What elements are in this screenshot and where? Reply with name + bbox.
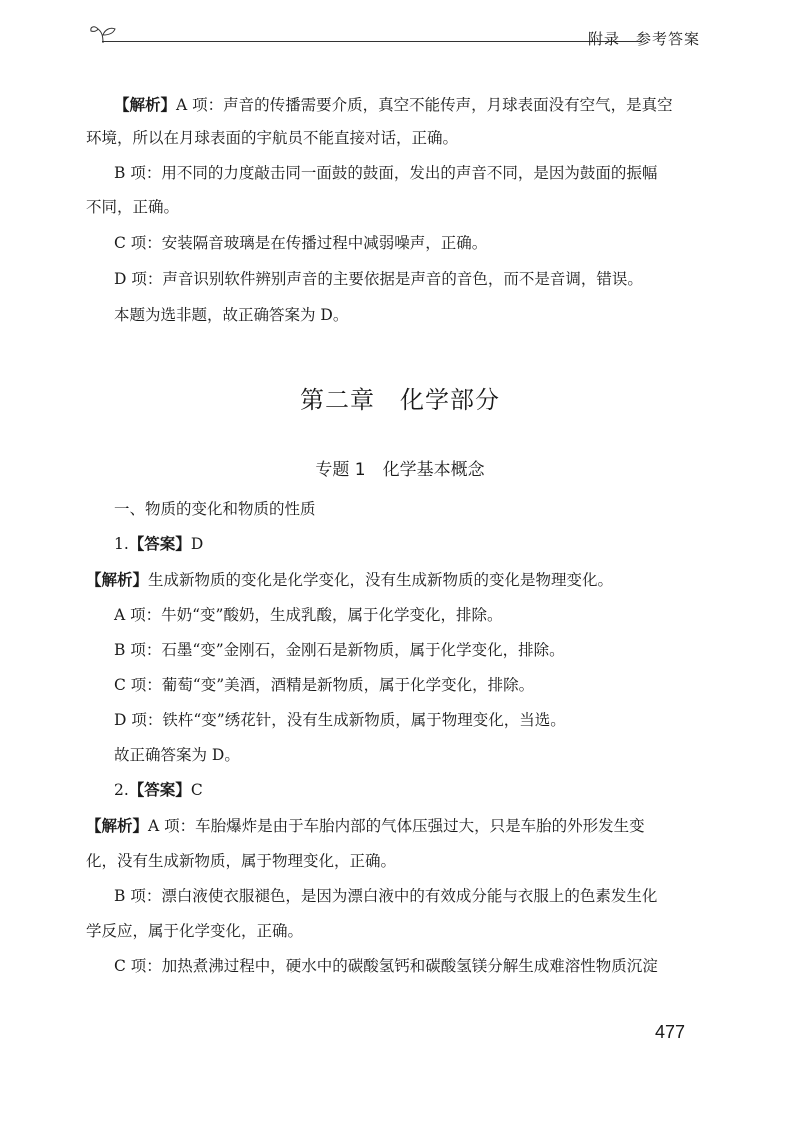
answer-value: D xyxy=(190,535,204,553)
paragraph-line: B 项：用不同的力度敲击同一面鼓的鼓面，发出的声音不同，是因为鼓面的振幅 xyxy=(114,164,658,182)
question-number: 2. xyxy=(114,781,129,799)
question-answer-line xyxy=(114,534,722,554)
paragraph-line xyxy=(86,570,694,590)
analysis-tag: 【解析】 xyxy=(86,816,149,835)
running-header xyxy=(88,22,700,52)
paragraph-line xyxy=(114,95,722,115)
header-rule xyxy=(102,41,642,42)
topic-title: 专题 1 化学基本概念 xyxy=(315,460,485,480)
answer-tag: 【答案】 xyxy=(128,780,191,799)
question-number: 1. xyxy=(114,535,129,553)
section-heading: 一、物质的变化和物质的性质 xyxy=(114,500,316,518)
header-title: 附录 参考答案 xyxy=(587,30,700,48)
paragraph-line: 不同，正确。 xyxy=(86,198,180,216)
paragraph-line: C 项：加热煮沸过程中，硬水中的碳酸氢钙和碳酸氢镁分解生成难溶性物质沉淀 xyxy=(114,957,658,975)
paragraph-line: D 项：铁杵“变”绣花针，没有生成新物质，属于物理变化，当选。 xyxy=(114,711,566,729)
paragraph-line: 学反应，属于化学变化，正确。 xyxy=(86,922,304,940)
analysis-text: A 项：声音的传播需要介质，真空不能传声，月球表面没有空气，是真空 xyxy=(176,96,673,114)
chapter-title: 第二章 化学部分 xyxy=(300,386,500,414)
paragraph-line: B 项：石墨“变”金刚石，金刚石是新物质，属于化学变化，排除。 xyxy=(114,641,565,659)
paragraph-line: 化，没有生成新物质，属于物理变化，正确。 xyxy=(86,852,397,870)
paragraph-line: 本题为选非题，故正确答案为 D。 xyxy=(114,306,349,324)
analysis-text: 生成新物质的变化是化学变化，没有生成新物质的变化是物理变化。 xyxy=(148,571,614,589)
analysis-tag: 【解析】 xyxy=(114,95,177,114)
question-answer-line xyxy=(114,780,722,800)
answer-value: C xyxy=(190,781,203,799)
page-number: 477 xyxy=(654,1022,685,1042)
answer-tag: 【答案】 xyxy=(128,534,191,553)
paragraph-line: C 项：安装隔音玻璃是在传播过程中减弱噪声，正确。 xyxy=(114,234,488,252)
paragraph-line: B 项：漂白液使衣服褪色，是因为漂白液中的有效成分能与衣服上的色素发生化 xyxy=(114,887,658,905)
paragraph-line xyxy=(86,816,694,836)
paragraph-line: 故正确答案为 D。 xyxy=(114,746,240,764)
paragraph-line: D 项：声音识别软件辨别声音的主要依据是声音的音色，而不是音调，错误。 xyxy=(114,270,643,288)
analysis-tag: 【解析】 xyxy=(86,570,149,589)
paragraph-line: 环境，所以在月球表面的宇航员不能直接对话，正确。 xyxy=(86,129,459,147)
paragraph-line: A 项：牛奶“变”酸奶，生成乳酸，属于化学变化，排除。 xyxy=(114,606,503,624)
analysis-text: A 项：车胎爆炸是由于车胎内部的气体压强过大，只是车胎的外形发生变 xyxy=(148,817,645,835)
paragraph-line: C 项：葡萄“变”美酒，酒精是新物质，属于化学变化，排除。 xyxy=(114,676,535,694)
